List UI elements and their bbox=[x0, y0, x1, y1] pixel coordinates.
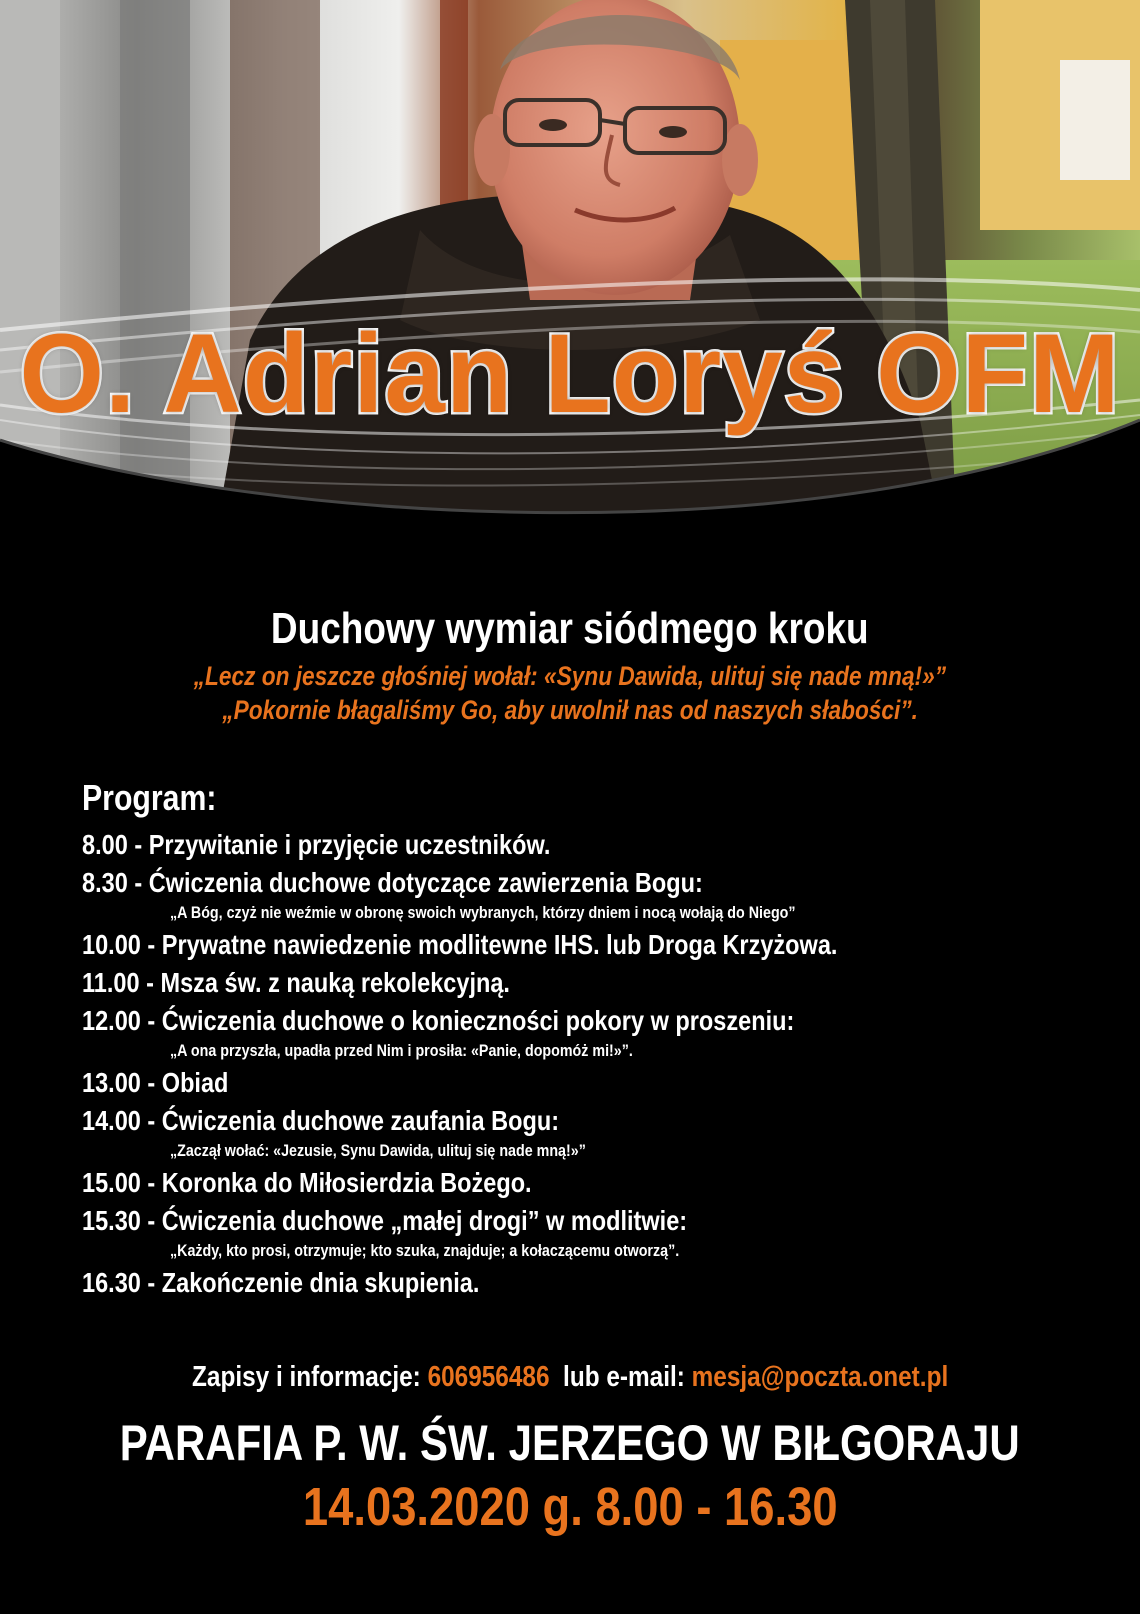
event-date-text: 14.03.2020 g. 8.00 - 16.30 bbox=[302, 1477, 838, 1537]
contact-email-label: lub e-mail: bbox=[562, 1361, 685, 1393]
program-heading-text: Program: bbox=[82, 777, 217, 818]
program-item-quote bbox=[82, 902, 1082, 928]
program-item-text: Prywatne nawiedzenie modlitewne IHS. lub Droga Krzyżowa. bbox=[161, 929, 838, 960]
subtitle bbox=[0, 603, 1140, 655]
program-item-line bbox=[82, 1066, 228, 1100]
program-item-separator: - bbox=[140, 1205, 162, 1236]
program-item bbox=[82, 1066, 1082, 1104]
program-item bbox=[82, 1266, 1082, 1304]
program-item-time: 13.00 bbox=[82, 1067, 141, 1098]
main-title: O. Adrian Loryś OFM bbox=[19, 311, 1121, 436]
quote-1 bbox=[0, 660, 1140, 692]
program-item-quote-text: „Każdy, kto prosi, otrzymuje; kto szuka, znajduje; a kołaczącemu otworzą”. bbox=[170, 1241, 680, 1260]
program-item-text: Ćwiczenia duchowe zaufania Bogu: bbox=[161, 1105, 560, 1136]
program-item-time: 12.00 bbox=[82, 1005, 141, 1036]
contact-line bbox=[192, 1359, 948, 1395]
program-item bbox=[82, 1166, 1082, 1204]
program-item-text: Ćwiczenia duchowe dotyczące zawierzenia Bogu: bbox=[148, 867, 703, 898]
program-item-line bbox=[82, 1104, 559, 1138]
program-item-separator: - bbox=[127, 829, 149, 860]
program-item bbox=[82, 1204, 1082, 1240]
program-item bbox=[82, 1004, 1082, 1040]
program-item-line bbox=[82, 966, 510, 1000]
program-item-separator: - bbox=[140, 929, 162, 960]
parish-text: PARAFIA P. W. ŚW. JERZEGO W BIŁGORAJU bbox=[120, 1415, 1020, 1471]
program-item-time: 15.00 bbox=[82, 1167, 141, 1198]
quote-2-text: „Pokornie błagaliśmy Go, aby uwolnił nas od naszych słabości”. bbox=[222, 695, 918, 725]
program-item-line bbox=[82, 866, 703, 900]
program-item-time: 11.00 bbox=[82, 967, 140, 998]
program-item-line bbox=[82, 1166, 532, 1200]
quote-2 bbox=[0, 694, 1140, 726]
program-item-separator: - bbox=[140, 1267, 162, 1298]
program-item-time: 15.30 bbox=[82, 1205, 141, 1236]
program-item-text: Zakończenie dnia skupienia. bbox=[161, 1267, 480, 1298]
program-item-line bbox=[82, 1266, 479, 1300]
program-item-text: Ćwiczenia duchowe o konieczności pokory w proszeniu: bbox=[161, 1005, 795, 1036]
program-item-time: 16.30 bbox=[82, 1267, 141, 1298]
program-item-quote bbox=[82, 1140, 1082, 1166]
program-heading bbox=[82, 778, 242, 818]
program-item bbox=[82, 966, 1082, 1004]
program-item-text: Ćwiczenia duchowe „małej drogi” w modlitwie: bbox=[161, 1205, 688, 1236]
program-list bbox=[82, 828, 1082, 1304]
program-item-line bbox=[82, 1204, 687, 1238]
program-item-line bbox=[82, 828, 550, 862]
program-item-line bbox=[82, 1004, 794, 1038]
decorative-swoosh bbox=[0, 0, 1140, 620]
program-item-text: Msza św. z nauką rekolekcyjną. bbox=[160, 967, 510, 998]
program-item-quote-text: „A Bóg, czyż nie weźmie w obronę swoich wybranych, którzy dniem i nocą wołają do Niego” bbox=[170, 903, 796, 922]
program-item-quote bbox=[82, 1040, 1082, 1066]
program-item bbox=[82, 1104, 1082, 1140]
program-item-quote-text: „A ona przyszła, upadła przed Nim i prosiła: «Panie, dopomóż mi!»”. bbox=[170, 1041, 633, 1060]
contact-phone[interactable]: 606956486 bbox=[427, 1361, 550, 1393]
program-item-time: 10.00 bbox=[82, 929, 141, 960]
program-item-separator: - bbox=[140, 1105, 162, 1136]
program-item-text: Obiad bbox=[161, 1067, 229, 1098]
program-item bbox=[82, 866, 1082, 902]
parish-name bbox=[0, 1414, 1140, 1472]
program-item-quote-text: „Zaczął wołać: «Jezusie, Synu Dawida, ulituj się nade mną!»” bbox=[170, 1141, 586, 1160]
program-item-separator: - bbox=[140, 1167, 162, 1198]
program-item-quote bbox=[82, 1240, 1082, 1266]
program-item-separator: - bbox=[140, 1067, 162, 1098]
contact-label: Zapisy i informacje: bbox=[191, 1361, 421, 1393]
program-item-separator: - bbox=[127, 867, 149, 898]
program-item-time: 14.00 bbox=[82, 1105, 141, 1136]
program-item bbox=[82, 828, 1082, 866]
program-item-separator: - bbox=[139, 967, 161, 998]
program-item-time: 8.30 bbox=[82, 867, 128, 898]
subtitle-text: Duchowy wymiar siódmego kroku bbox=[271, 604, 869, 653]
program-item-text: Koronka do Miłosierdzia Bożego. bbox=[161, 1167, 532, 1198]
contact-info bbox=[0, 1359, 1140, 1395]
program-item-text: Przywitanie i przyjęcie uczestników. bbox=[148, 829, 551, 860]
program-item-separator: - bbox=[140, 1005, 162, 1036]
contact-email[interactable]: mesja@poczta.onet.pl bbox=[691, 1361, 949, 1393]
quote-1-text: „Lecz on jeszcze głośniej wołał: «Synu Dawida, ulituj się nade mną!»” bbox=[193, 661, 947, 691]
program-item bbox=[82, 928, 1082, 966]
event-date bbox=[0, 1476, 1140, 1538]
program-item-time: 8.00 bbox=[82, 829, 128, 860]
program-item-line bbox=[82, 928, 837, 962]
